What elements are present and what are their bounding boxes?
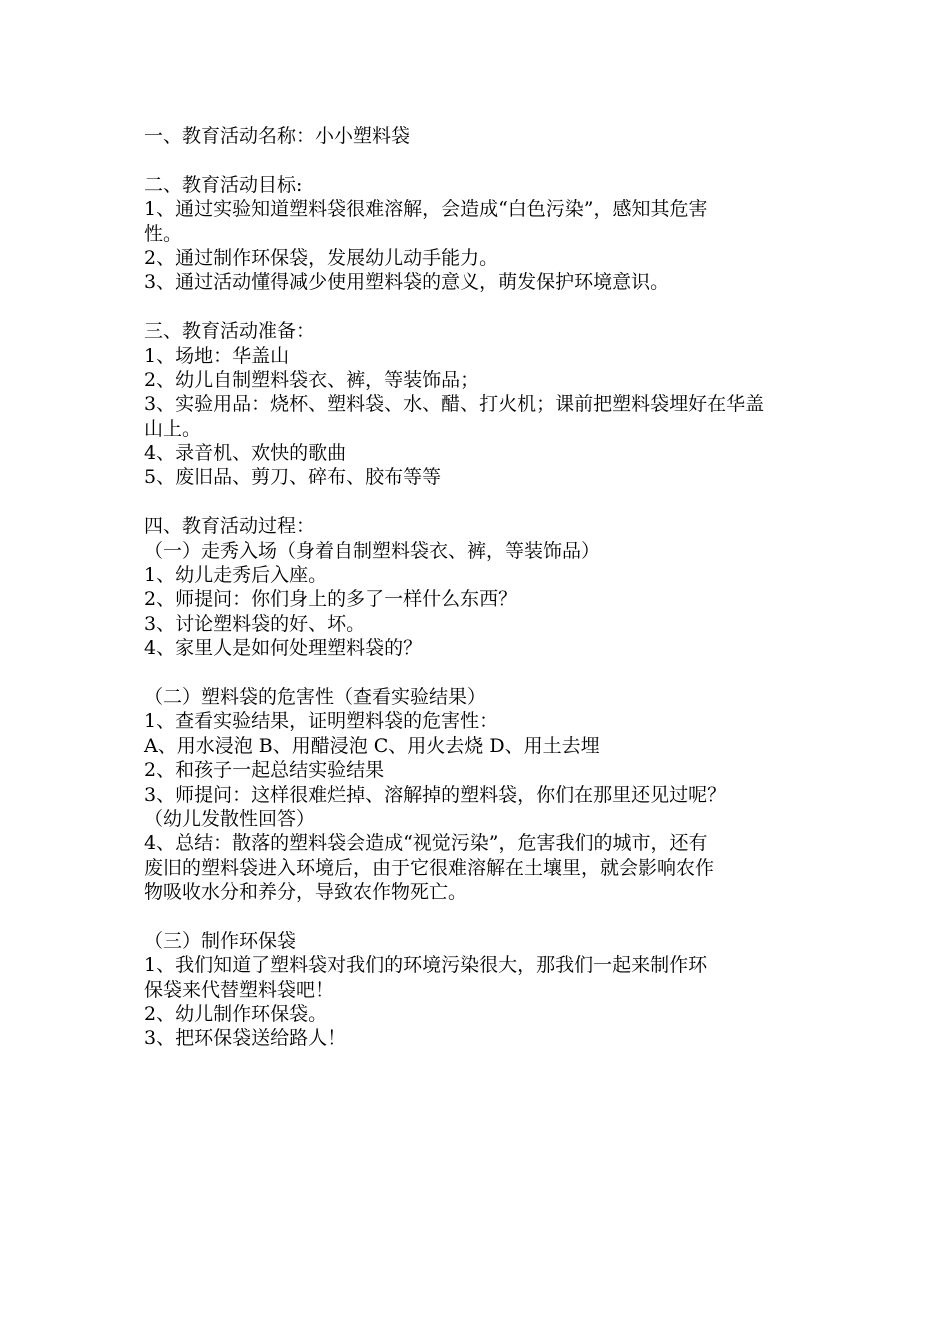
preparation-line: 4、录音机、欢快的歌曲	[144, 442, 347, 465]
section-gap	[144, 905, 824, 929]
section-gap	[144, 490, 824, 514]
preparation-line: 山上。	[144, 417, 202, 440]
goal-line: 1、通过实验知道塑料袋很难溶解，会造成“白色污染”，感知其危害	[144, 198, 708, 221]
goal-line: 性。	[144, 222, 183, 245]
make-bag-line: 1、我们知道了塑料袋对我们的环境污染很大，那我们一起来制作环	[144, 954, 708, 977]
section-gap	[144, 148, 824, 172]
process-line: （一）走秀入场（身着自制塑料袋衣、裤，等装饰品）	[144, 539, 601, 562]
subsection-heading-make-bag: （三）制作环保袋	[144, 929, 297, 952]
harm-line: 4、总结：散落的塑料袋会造成“视觉污染”，危害我们的城市，还有	[144, 832, 708, 855]
preparation-line: 5、废旧品、剪刀、碎布、胶布等等	[144, 466, 442, 489]
harm-line: 废旧的塑料袋进入环境后，由于它很难溶解在土壤里，就会影响农作	[144, 856, 715, 879]
make-bag-line: 3、把环保袋送给路人！	[144, 1027, 347, 1050]
preparation-line: 1、场地：华盖山	[144, 344, 290, 367]
section-gap	[144, 295, 824, 319]
preparation-line: 2、幼儿自制塑料袋衣、裤，等装饰品；	[144, 368, 480, 391]
section-heading-goals: 二、教育活动目标:	[144, 173, 303, 196]
make-bag-line: 2、幼儿制作环保袋。	[144, 1003, 328, 1026]
document-body	[144, 124, 824, 1051]
section-heading-activity-name: 一、教育活动名称：小小塑料袋	[144, 125, 411, 147]
goal-line: 2、通过制作环保袋，发展幼儿动手能力。	[144, 246, 499, 269]
section-heading-preparation: 三、教育活动准备：	[144, 320, 316, 343]
preparation-line: 3、实验用品：烧杯、塑料袋、水、醋、打火机；课前把塑料袋埋好在华盖	[144, 393, 765, 416]
process-line: 4、家里人是如何处理塑料袋的？	[144, 637, 423, 660]
harm-line: 3、师提问：这样很难烂掉、溶解掉的塑料袋，你们在那里还见过呢？	[144, 783, 727, 806]
harm-line: 2、和孩子一起总结实验结果	[144, 759, 385, 782]
harm-line: 1、查看实验结果，证明塑料袋的危害性：	[144, 710, 499, 733]
goal-line: 3、通过活动懂得减少使用塑料袋的意义，萌发保护环境意识。	[144, 271, 670, 294]
process-line: 1、幼儿走秀后入座。	[144, 564, 328, 587]
harm-line: （幼儿发散性回答）	[144, 807, 316, 830]
harm-line: A、用水浸泡 B、用醋浸泡 C、用火去烧 D、用土去埋	[144, 734, 600, 757]
make-bag-line: 保袋来代替塑料袋吧！	[144, 978, 335, 1001]
section-heading-process: 四、教育活动过程：	[144, 515, 316, 538]
harm-line: 物吸收水分和养分，导致农作物死亡。	[144, 881, 468, 904]
subsection-heading-harm: （二）塑料袋的危害性（查看实验结果）	[144, 685, 487, 708]
process-line: 3、讨论塑料袋的好、坏。	[144, 612, 366, 635]
process-line: 2、师提问：你们身上的多了一样什么东西？	[144, 588, 518, 611]
section-gap	[144, 661, 824, 685]
